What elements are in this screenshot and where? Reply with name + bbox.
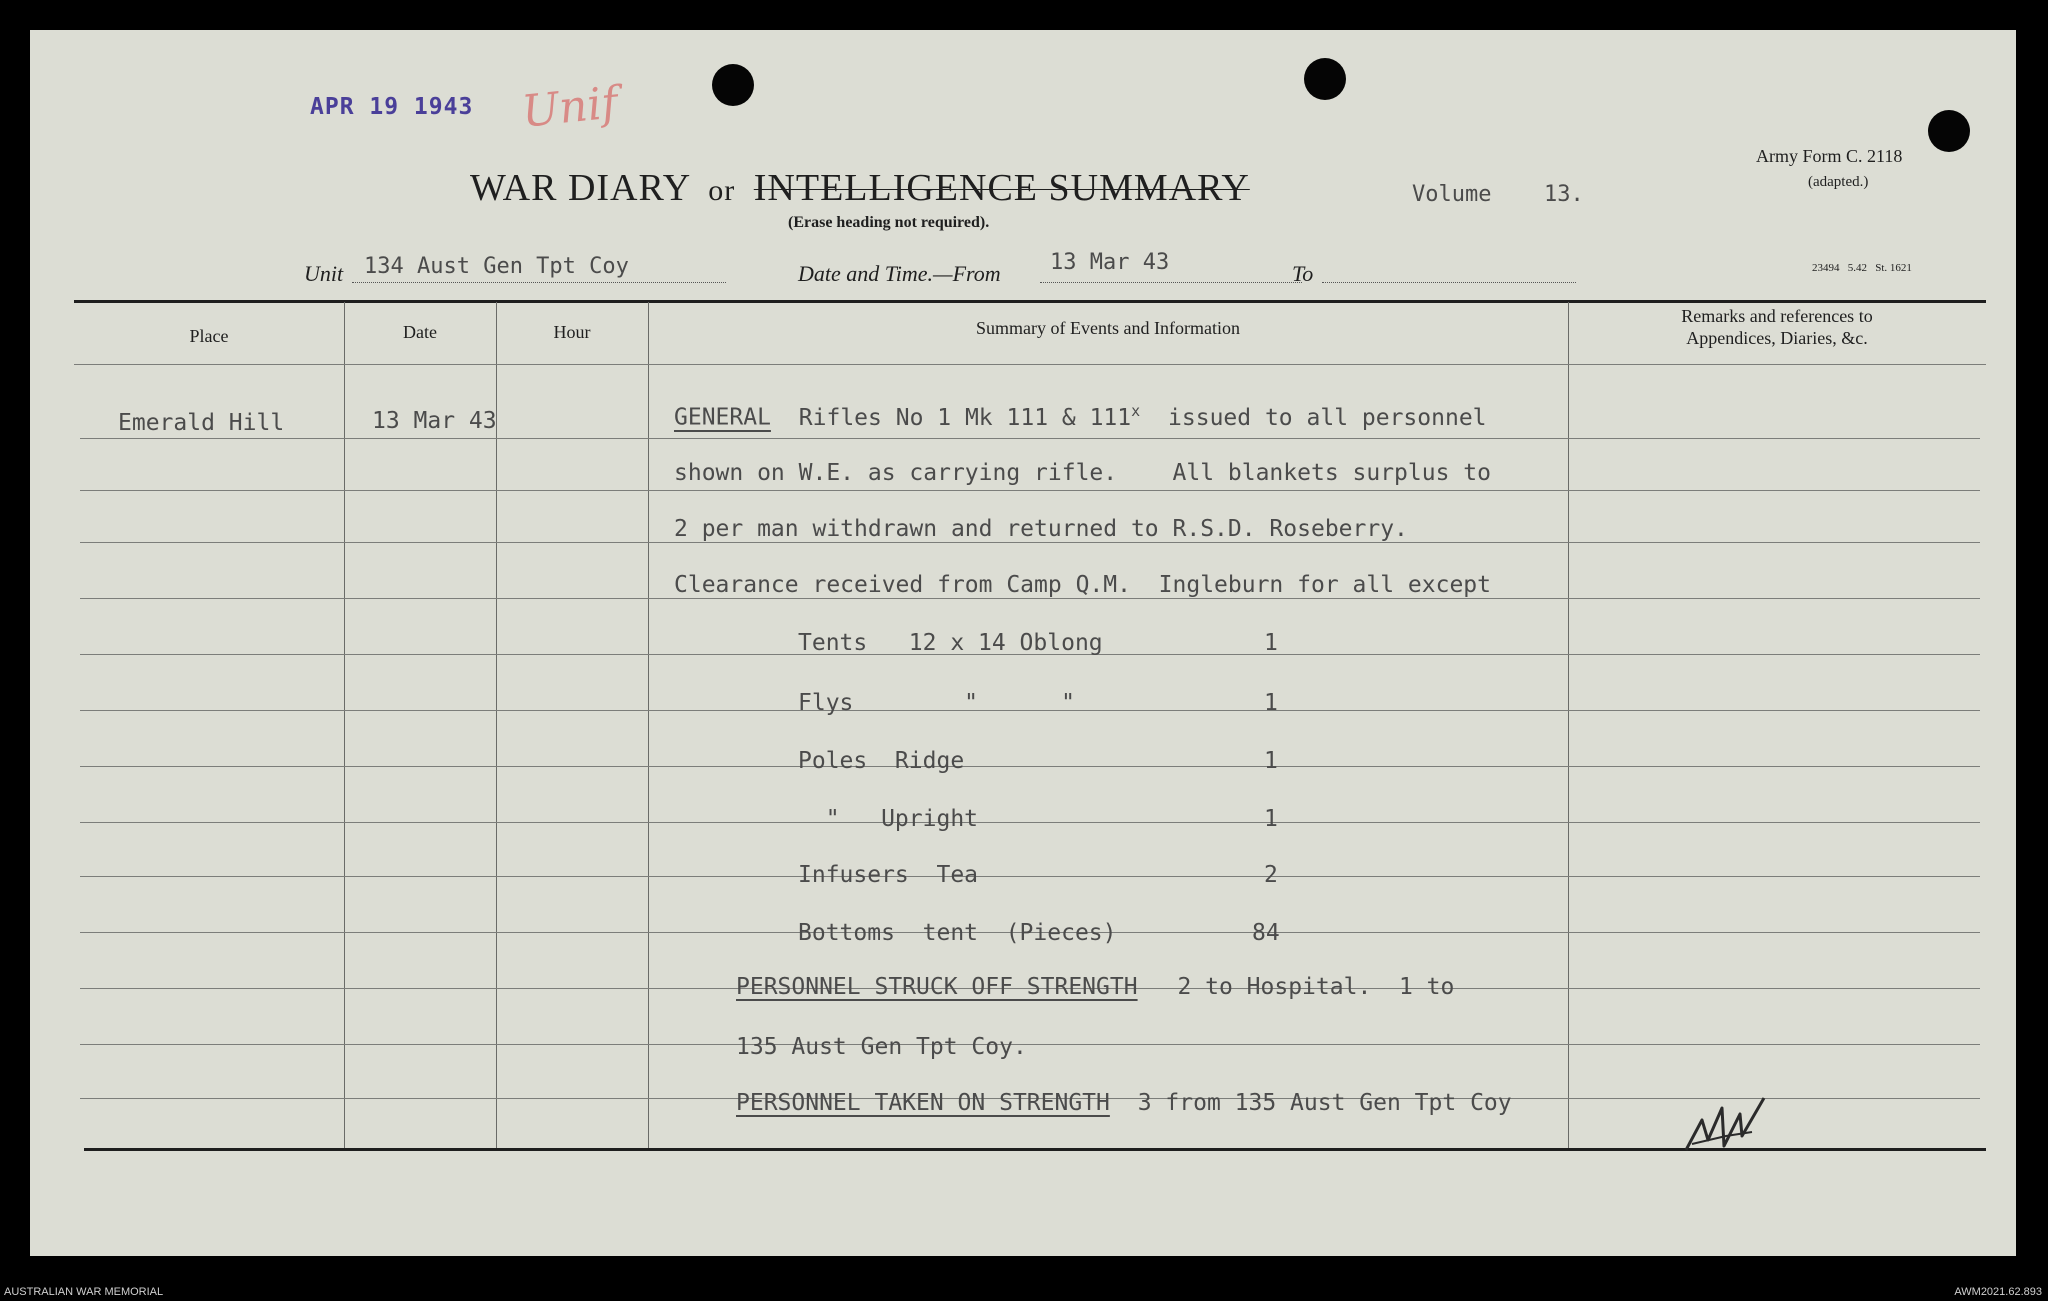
row-rule xyxy=(80,490,1980,491)
to-field-line xyxy=(1322,282,1576,283)
title-war-diary: WAR DIARY xyxy=(470,167,690,209)
summary-line xyxy=(736,1090,1512,1116)
summary-line: 2 per man withdrawn and returned to R.S.D. Roseberry. xyxy=(674,516,1408,542)
column-header-remarks xyxy=(1568,305,1986,349)
summary-line: Clearance received from Camp Q.M. Ingleburn for all except xyxy=(674,572,1491,598)
summary-text: 2 to Hospital. 1 to xyxy=(1177,974,1455,1000)
handwritten-initials: Unif xyxy=(519,77,621,138)
item-name: " Upright xyxy=(798,806,979,832)
column-header-summary: Summary of Events and Information xyxy=(976,318,1240,338)
row-rule xyxy=(80,766,1980,767)
column-header-hour: Hour xyxy=(553,322,591,342)
column-header-date: Date xyxy=(403,322,437,342)
entry-date: 13 Mar 43 xyxy=(372,408,497,434)
footer-left-credit: AUSTRALIAN WAR MEMORIAL xyxy=(4,1286,164,1298)
war-diary-sheet xyxy=(30,30,2016,1256)
footer-right-id: AWM2021.62.893 xyxy=(1954,1286,2042,1298)
entry-place: Emerald Hill xyxy=(118,410,285,436)
army-form-number: Army Form C. 2118 xyxy=(1756,146,1903,166)
remarks-header-line: Remarks and references to xyxy=(1681,306,1873,326)
summary-line xyxy=(736,974,1454,1000)
summary-line xyxy=(674,402,1487,431)
item-name: Flys " " xyxy=(798,690,1075,716)
item-name: Tents 12 x 14 Oblong xyxy=(798,630,1103,656)
unit-label: Unit xyxy=(304,261,344,286)
row-rule xyxy=(80,598,1980,599)
item-quantity: 1 xyxy=(1264,806,1278,832)
item-name: Bottoms tent (Pieces) xyxy=(798,920,1117,946)
from-date-value: 13 Mar 43 xyxy=(1050,250,1170,275)
title-intelligence-summary: INTELLIGENCE SUMMARY xyxy=(753,167,1250,209)
table-top-rule xyxy=(74,300,1986,303)
from-field-line xyxy=(1040,282,1302,283)
item-quantity: 1 xyxy=(1264,748,1278,774)
summary-text: issued to all personnel xyxy=(1168,404,1487,431)
volume-number: 13. xyxy=(1544,182,1584,207)
unit-field-line xyxy=(352,282,726,283)
to-label: To xyxy=(1292,261,1314,286)
item-name: Poles Ridge xyxy=(798,748,965,774)
punch-hole xyxy=(712,64,754,106)
item-quantity: 84 xyxy=(1252,920,1280,946)
item-quantity: 2 xyxy=(1264,862,1278,888)
row-rule xyxy=(80,542,1980,543)
volume-label: Volume xyxy=(1412,182,1492,207)
column-divider xyxy=(344,302,345,1148)
form-print-code: 23494 5.42 St. 1621 xyxy=(1812,262,1912,274)
section-heading-struck-off: PERSONNEL STRUCK OFF STRENGTH xyxy=(736,974,1138,1000)
item-quantity: 1 xyxy=(1264,690,1278,716)
row-rule xyxy=(80,1044,1980,1045)
army-form-adapted: (adapted.) xyxy=(1808,174,1869,190)
column-divider xyxy=(648,302,649,1148)
punch-hole xyxy=(1304,58,1346,100)
received-date-stamp: APR 19 1943 xyxy=(310,94,474,120)
remarks-header-line: Appendices, Diaries, &c. xyxy=(1686,328,1868,348)
erase-heading-note: (Erase heading not required). xyxy=(788,214,990,231)
punch-hole xyxy=(1928,110,1970,152)
unit-value: 134 Aust Gen Tpt Coy xyxy=(364,254,629,279)
page-title xyxy=(470,166,1250,210)
column-divider xyxy=(1568,302,1569,1148)
title-or: or xyxy=(708,174,736,207)
item-quantity: 1 xyxy=(1264,630,1278,656)
handwritten-signature xyxy=(1682,1096,1772,1156)
section-heading-taken-on: PERSONNEL TAKEN ON STRENGTH xyxy=(736,1090,1110,1116)
row-rule xyxy=(80,438,1980,439)
summary-line: 135 Aust Gen Tpt Coy. xyxy=(736,1034,1027,1060)
item-name: Infusers Tea xyxy=(798,862,979,888)
summary-text: 3 from 135 Aust Gen Tpt Coy xyxy=(1137,1090,1512,1116)
date-time-label: Date and Time.—From xyxy=(798,261,1001,286)
row-rule xyxy=(80,876,1980,877)
row-rule xyxy=(80,822,1980,823)
summary-text: Rifles No 1 Mk 111 & 111 xyxy=(798,404,1132,431)
superscript-x: x xyxy=(1131,402,1141,420)
section-heading-general: GENERAL xyxy=(674,404,771,431)
header-separator xyxy=(74,364,1986,365)
column-header-place: Place xyxy=(189,326,229,346)
summary-line: shown on W.E. as carrying rifle. All blankets surplus to xyxy=(674,460,1491,486)
